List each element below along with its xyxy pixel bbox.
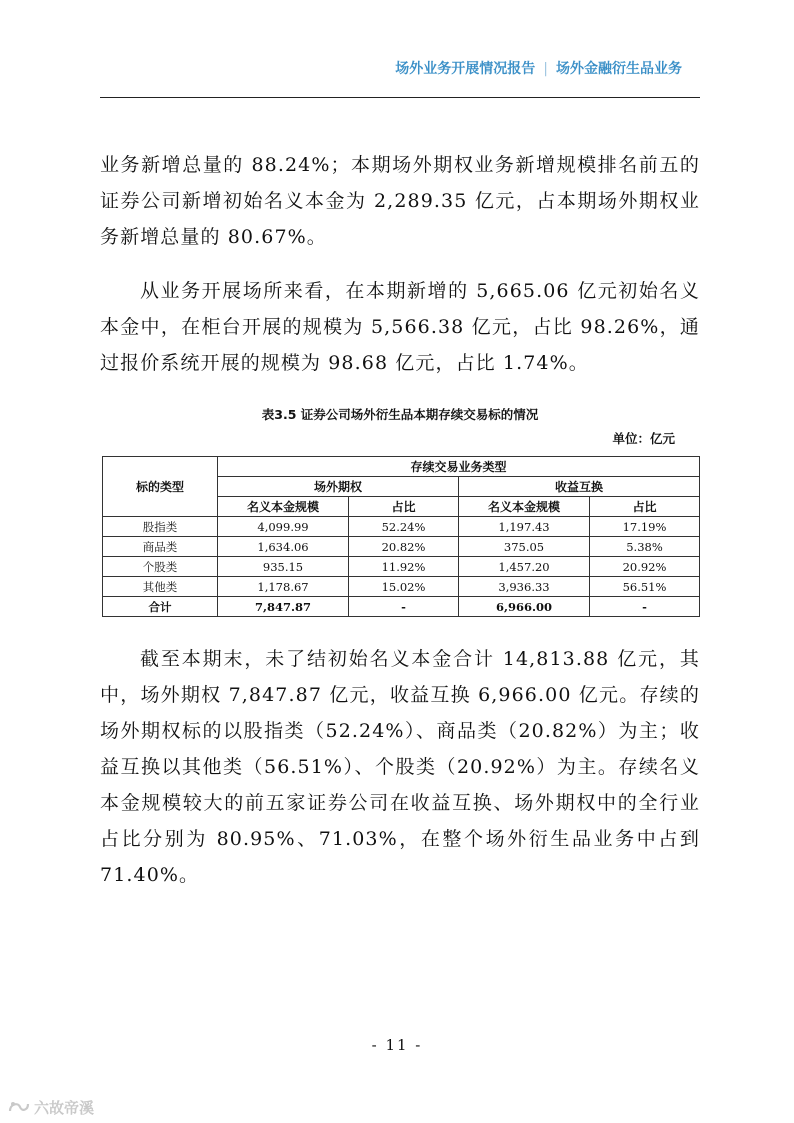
table-row — [103, 537, 700, 557]
table-cell: 11.92% — [349, 557, 459, 577]
table-row — [103, 517, 700, 537]
paragraph-outstanding: 截至本期末，未了结初始名义本金合计 14,813.88 亿元，其中，场外期权 7,847.87 亿元，收益互换 6,966.00 亿元。存续的场外期权标的以股指类（52.24%）、商品类（20.82%）为主；收益互换以其他类（56.51%）、个股类（20.92%）为主。存续名义本金规模较大的前五家证券公司在收益互换、场外期权中的全行业占比分别为 80.95%、71.03%，在整个场外衍生品业务中占到 71.40%。 — [100, 648, 700, 886]
column-header: 占比 — [349, 497, 459, 517]
row-label: 商品类 — [103, 537, 218, 557]
table-cell: 15.02% — [349, 577, 459, 597]
subgroup-header-options: 场外期权 — [218, 477, 459, 497]
table-cell: 56.51% — [590, 577, 700, 597]
table-cell: 935.15 — [218, 557, 349, 577]
column-header: 占比 — [590, 497, 700, 517]
table-cell: 20.82% — [349, 537, 459, 557]
header-rule — [100, 97, 700, 98]
table-cell: 4,099.99 — [218, 517, 349, 537]
table-total-row — [103, 597, 700, 617]
subgroup-header-swaps: 收益互换 — [459, 477, 700, 497]
header-section-title: 场外金融衍生品业务 — [556, 61, 682, 77]
table-cell: 1,634.06 — [218, 537, 349, 557]
table-cell: 1,197.43 — [459, 517, 590, 537]
table-cell: 17.19% — [590, 517, 700, 537]
table-cell: 1,178.67 — [218, 577, 349, 597]
header-separator: | — [543, 61, 548, 77]
table-unit: 单位：亿元 — [612, 431, 675, 446]
table-cell: 52.24% — [349, 517, 459, 537]
table-row — [103, 557, 700, 577]
column-header: 名义本金规模 — [459, 497, 590, 517]
total-cell: - — [349, 597, 459, 617]
table-cell: 1,457.20 — [459, 557, 590, 577]
table-cell: 20.92% — [590, 557, 700, 577]
row-label: 其他类 — [103, 577, 218, 597]
table-cell: 5.38% — [590, 537, 700, 557]
table-caption: 表3.5 证券公司场外衍生品本期存续交易标的情况 — [261, 407, 539, 422]
total-cell: 6,966.00 — [459, 597, 590, 617]
total-cell: - — [590, 597, 700, 617]
row-header-cell: 标的类型 — [103, 457, 218, 517]
header-report-title: 场外业务开展情况报告 — [395, 61, 536, 77]
total-cell: 7,847.87 — [218, 597, 349, 617]
watermark — [8, 1094, 94, 1120]
watermark-logo-icon — [8, 1099, 30, 1115]
paragraph-venue: 从业务开展场所来看，在本期新增的 5,665.06 亿元初始名义本金中，在柜台开展的规模为 5,566.38 亿元，占比 98.26%，通过报价系统开展的规模为 98.68 亿元，占比 1.74%。 — [100, 280, 700, 374]
table-row — [103, 577, 700, 597]
outstanding-underlying-table — [102, 456, 700, 617]
row-label: 股指类 — [103, 517, 218, 537]
table-cell: 375.05 — [459, 537, 590, 557]
watermark-text: 六故帝溪 — [34, 1098, 95, 1117]
paragraph-continued: 业务新增总量的 88.24%；本期场外期权业务新增规模排名前五的证券公司新增初始名义本金为 2,289.35 亿元，占本期场外期权业务新增总量的 80.67%。 — [100, 154, 700, 248]
table-cell: 3,936.33 — [459, 577, 590, 597]
total-label: 合计 — [103, 597, 218, 617]
running-header — [395, 58, 682, 78]
group-header-cell: 存续交易业务类型 — [218, 457, 700, 477]
column-header: 名义本金规模 — [218, 497, 349, 517]
page-number: - 11 - — [371, 1036, 423, 1054]
table-header-row-1 — [103, 457, 700, 477]
row-label: 个股类 — [103, 557, 218, 577]
